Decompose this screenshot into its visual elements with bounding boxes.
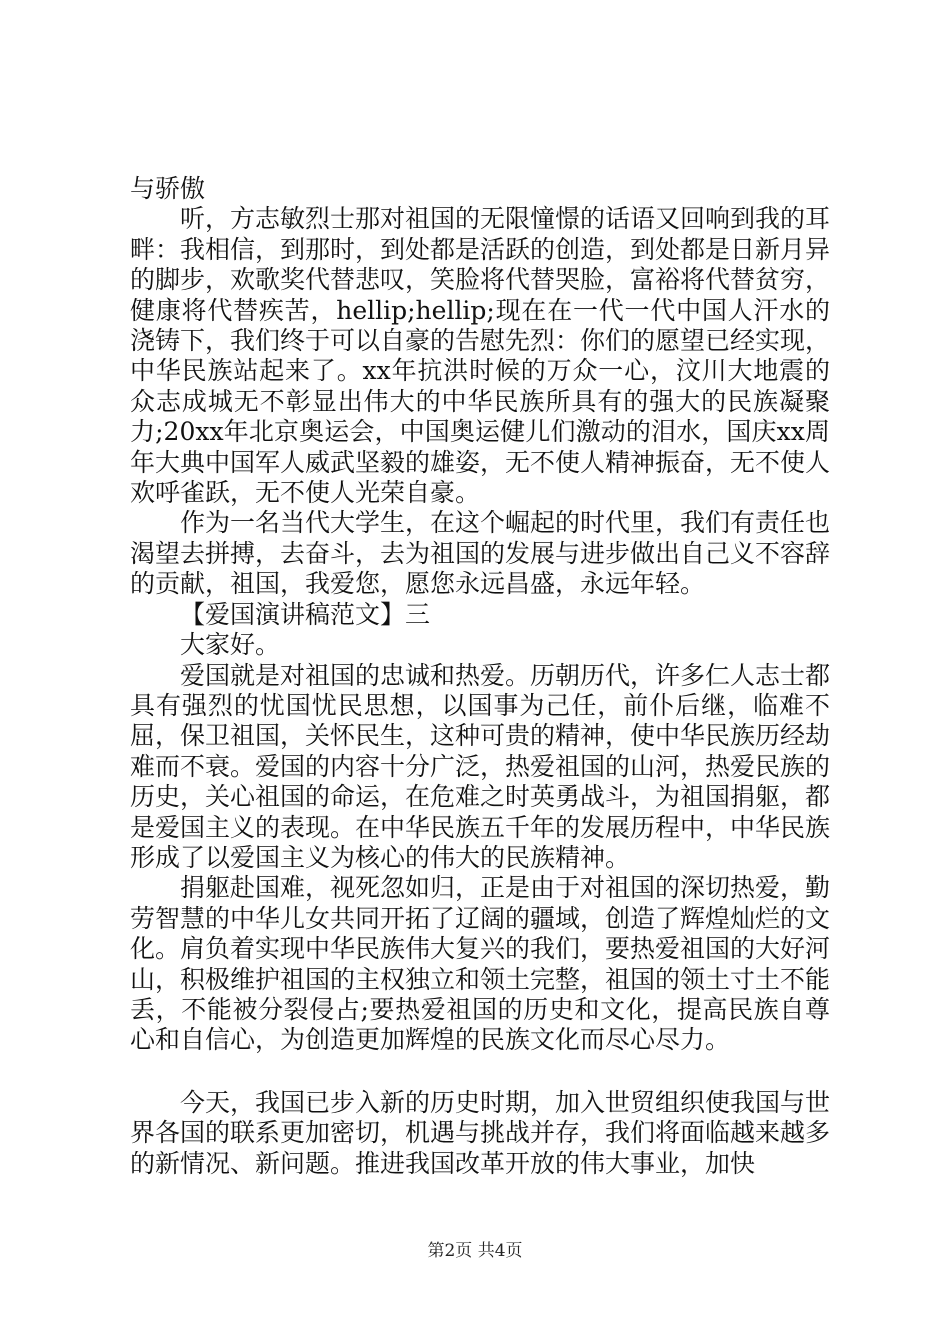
page-footer: 第2页 共4页 (427, 1241, 523, 1261)
paragraph: 今天，我国已步入新的历史时期，加入世贸组织使我国与世界各国的联系更加密切，机遇与挑战并存，我们将面临越来越多的新情况、新问题。推进我国改革开放的伟大事业，加快 (130, 1087, 831, 1178)
paragraph-gap (130, 1056, 830, 1088)
document-body (130, 174, 830, 1179)
paragraph: 捐躯赴国难，视死忽如归，正是由于对祖国的深切热爱，勤劳智慧的中华儿女共同开拓了辽阔的疆域，创造了辉煌灿烂的文化。肩负着实现中华民族伟大复兴的我们，要热爱祖国的大好河山，积极维护祖国的主权独立和领土完整，祖国的领土寸土不能丢，不能被分裂侵占;要热爱祖国的历史和文化，提高民族自尊心和自信心，为创造更加辉煌的民族文化而尽心尽力。 (130, 873, 831, 1055)
paragraph: 听，方志敏烈士那对祖国的无限憧憬的话语又回响到我的耳畔：我相信，到那时，到处都是活跃的创造，到处都是日新月异的脚步，欢歌奖代替悲叹，笑脸将代替哭脸，富裕将代替贫穷，健康将代替疾苦，hellip;hellip;现在在一代一代中国人汗水的浇铸下，我们终于可以自豪的告慰先烈：你们的愿望已经实现，中华民族站起来了。xx年抗洪时候的万众一心，汶川大地震的众志成城无不彰显出伟大的中华民族所具有的强大的民族凝聚力;20xx年北京奥运会，中国奥运健儿们激动的泪水，国庆xx周年大典中国军人威武坚毅的雄姿，无不使人精神振奋，无不使人欢呼雀跃，无不使人光荣自豪。 (130, 204, 831, 508)
section-heading: 【爱国演讲稿范文】三 (180, 599, 431, 629)
paragraph: 作为一名当代大学生，在这个崛起的时代里，我们有责任也渴望去拼搏，去奋斗，去为祖国的发展与进步做出自己义不容辞的贡献，祖国，我爱您，愿您永远昌盛，永远年轻。 (130, 508, 831, 599)
paragraph: 爱国就是对祖国的忠诚和热爱。历朝历代，许多仁人志士都具有强烈的忧国忧民思想，以国事为己任，前仆后继，临难不屈，保卫祖国，关怀民生，这种可贵的精神，使中华民族历经劫难而不衰。爱国的内容十分广泛，热爱祖国的山河，热爱民族的历史，关心祖国的命运，在危难之时英勇战斗，为祖国捐躯，都是爱国主义的表现。在中华民族五千年的发展历程中，中华民族形成了以爱国主义为核心的伟大的民族精神。 (130, 660, 831, 872)
paragraph-continuation: 与骄傲 (130, 174, 206, 203)
greeting: 大家好。 (180, 630, 281, 660)
